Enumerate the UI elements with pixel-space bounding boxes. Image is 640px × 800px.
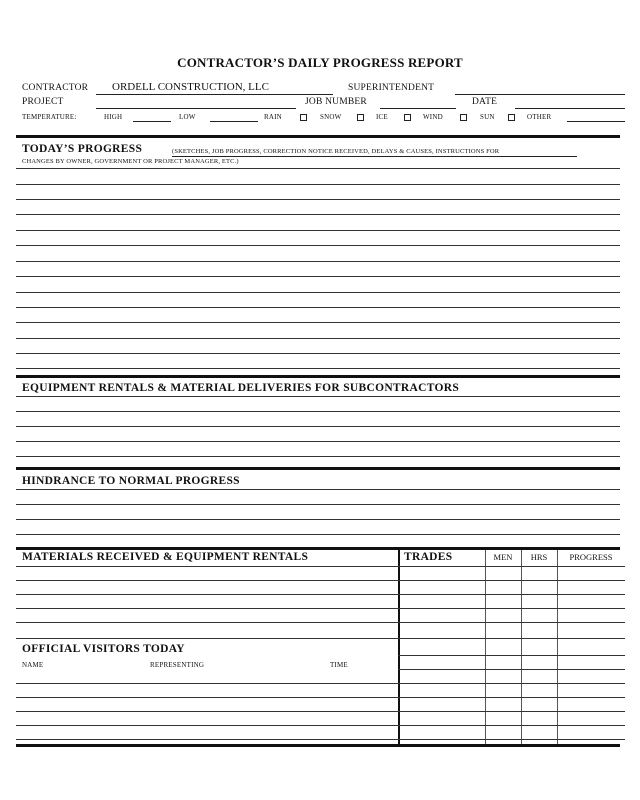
materials-line[interactable] (16, 608, 398, 609)
trades-row[interactable] (398, 594, 625, 595)
trades-row[interactable] (398, 622, 625, 623)
trades-row[interactable] (398, 669, 625, 670)
trades-heading: TRADES (404, 551, 453, 563)
visitor-representing-header: REPRESENTING (150, 661, 205, 669)
other-field[interactable] (567, 121, 625, 122)
trades-row[interactable] (398, 580, 625, 581)
other-label: OTHER (527, 113, 552, 121)
hindrance-line[interactable] (16, 534, 620, 535)
visitor-line[interactable] (16, 739, 398, 740)
high-label: HIGH (104, 113, 123, 121)
rain-checkbox[interactable] (300, 114, 307, 121)
job-number-field[interactable] (380, 108, 456, 109)
visitor-name-header: NAME (22, 661, 44, 669)
project-field[interactable] (96, 108, 296, 109)
snow-checkbox[interactable] (357, 114, 364, 121)
progress-line[interactable] (16, 338, 620, 339)
date-field[interactable] (515, 108, 625, 109)
job-number-label: JOB NUMBER (305, 97, 367, 107)
section-divider (16, 547, 620, 550)
visitor-time-header: TIME (330, 661, 348, 669)
superintendent-field[interactable] (455, 94, 625, 95)
trades-row[interactable] (398, 697, 625, 698)
section-divider (16, 375, 620, 378)
hindrance-line[interactable] (16, 504, 620, 505)
ice-label: ICE (376, 113, 388, 121)
wind-label: WIND (423, 113, 443, 121)
visitor-line[interactable] (16, 697, 398, 698)
date-label: DATE (472, 97, 498, 107)
progress-line[interactable] (16, 214, 620, 215)
hindrance-heading: HINDRANCE TO NORMAL PROGRESS (22, 475, 240, 487)
equipment-line[interactable] (16, 411, 620, 412)
visitor-line[interactable] (16, 683, 398, 684)
contractor-line (96, 94, 333, 95)
trades-row[interactable] (398, 608, 625, 609)
sun-checkbox[interactable] (508, 114, 515, 121)
hindrance-line[interactable] (16, 489, 620, 490)
contractor-label: CONTRACTOR (22, 83, 89, 93)
ice-checkbox[interactable] (404, 114, 411, 121)
progress-note-underline (172, 156, 577, 157)
progress-heading: TODAY’S PROGRESS (22, 143, 143, 155)
low-label: LOW (179, 113, 196, 121)
progress-line[interactable] (16, 168, 620, 169)
trades-row[interactable] (398, 739, 625, 740)
progress-line[interactable] (16, 353, 620, 354)
progress-line[interactable] (16, 368, 620, 369)
progress-line[interactable] (16, 184, 620, 185)
hrs-header: HRS (530, 552, 548, 562)
progress-note-line1: (SKETCHES, JOB PROGRESS, CORRECTION NOTICE RECEIVED, DELAYS & CAUSES, INSTRUCTIONS FOR (172, 148, 500, 155)
trades-row[interactable] (398, 725, 625, 726)
report-title: CONTRACTOR’S DAILY PROGRESS REPORT (177, 55, 463, 70)
temperature-label: TEMPERATURE: (22, 113, 77, 121)
project-label: PROJECT (22, 97, 64, 107)
contractor-value[interactable]: ORDELL CONSTRUCTION, LLC (112, 81, 269, 93)
bottom-border (16, 744, 620, 747)
visitor-line[interactable] (16, 725, 398, 726)
trades-row[interactable] (398, 711, 625, 712)
progress-line[interactable] (16, 276, 620, 277)
wind-checkbox[interactable] (460, 114, 467, 121)
equipment-line[interactable] (16, 456, 620, 457)
materials-line[interactable] (16, 566, 398, 567)
low-field[interactable] (210, 121, 258, 122)
trades-row[interactable] (398, 566, 625, 567)
materials-line[interactable] (16, 594, 398, 595)
hindrance-line[interactable] (16, 519, 620, 520)
materials-line[interactable] (16, 580, 398, 581)
progress-line[interactable] (16, 307, 620, 308)
progress-note-line2: CHANGES BY OWNER, GOVERNMENT OR PROJECT MANAGER, ETC.) (22, 158, 239, 165)
snow-label: SNOW (320, 113, 342, 121)
trades-row[interactable] (398, 655, 625, 656)
progress-line[interactable] (16, 245, 620, 246)
trades-row[interactable] (398, 638, 625, 639)
equipment-line[interactable] (16, 426, 620, 427)
progress-line[interactable] (16, 199, 620, 200)
visitor-line[interactable] (16, 711, 398, 712)
high-field[interactable] (133, 121, 171, 122)
visitors-heading: OFFICIAL VISITORS TODAY (22, 643, 185, 655)
progress-line[interactable] (16, 322, 620, 323)
rain-label: RAIN (264, 113, 282, 121)
trades-row[interactable] (398, 683, 625, 684)
materials-line[interactable] (16, 638, 398, 639)
progress-header: PROGRESS (569, 552, 613, 562)
progress-line[interactable] (16, 230, 620, 231)
equipment-line[interactable] (16, 441, 620, 442)
sun-label: SUN (480, 113, 495, 121)
equipment-heading: EQUIPMENT RENTALS & MATERIAL DELIVERIES FOR SUBCONTRACTORS (22, 382, 460, 394)
superintendent-label: SUPERINTENDENT (348, 83, 435, 93)
equipment-line[interactable] (16, 396, 620, 397)
materials-line[interactable] (16, 622, 398, 623)
materials-heading: MATERIALS RECEIVED & EQUIPMENT RENTALS (22, 551, 309, 563)
men-header: MEN (493, 552, 513, 562)
section-divider (16, 467, 620, 470)
section-divider (16, 135, 620, 138)
progress-line[interactable] (16, 261, 620, 262)
progress-line[interactable] (16, 292, 620, 293)
